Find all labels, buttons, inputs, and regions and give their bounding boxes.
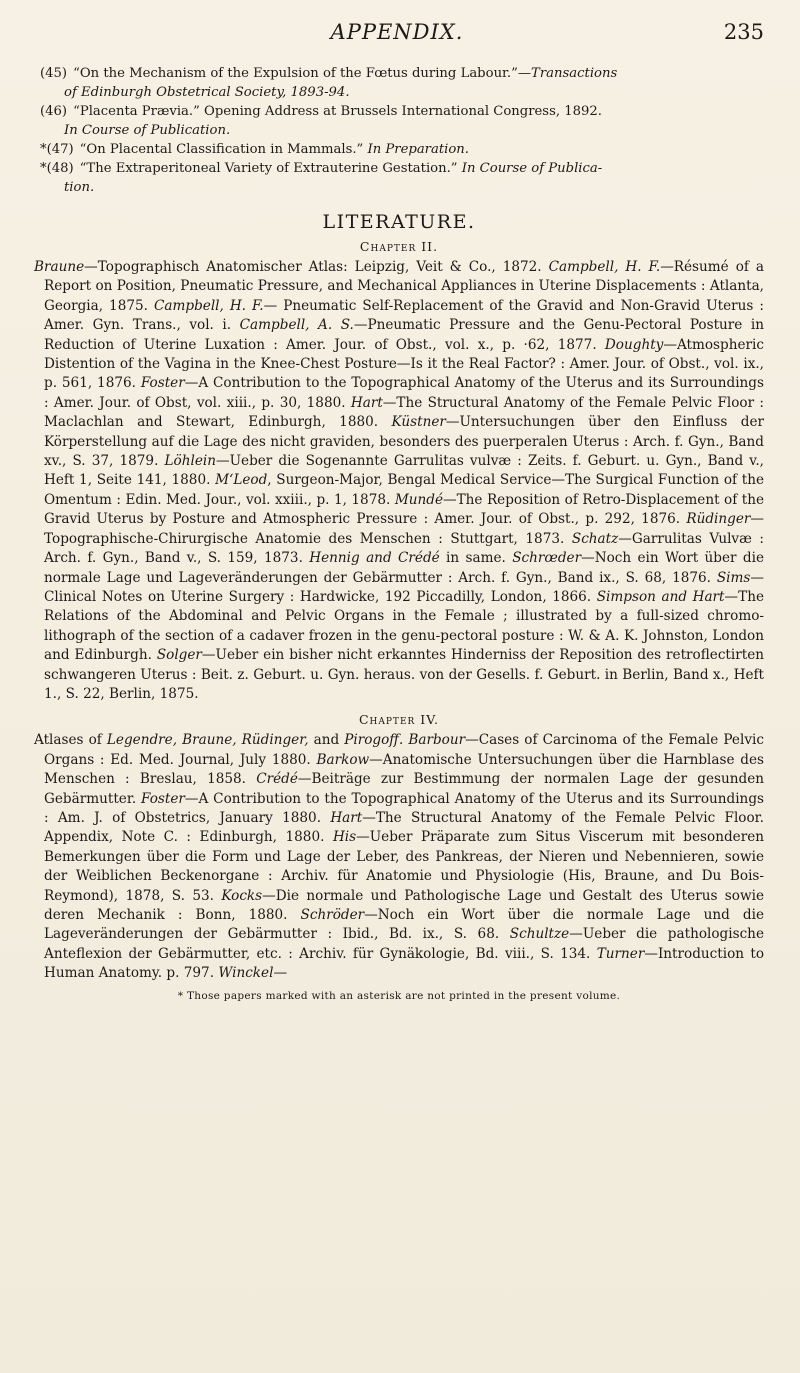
entry-author: Rüdinger	[686, 511, 751, 528]
entry-text: —The Structural Anatomy of the Female Pelvic Floor : Maclachlan and Stewart, Edinburgh, 1880.	[44, 394, 764, 431]
entry-author: Campbell, H. F.	[548, 259, 661, 275]
atlas-authors: Legendre, Braune, Rüdinger,	[106, 732, 309, 749]
entry-author: Braune	[34, 259, 85, 275]
entry-author: Küstner	[391, 414, 446, 431]
entry-text: — Pneumatic Self-Replacement of the Gravid and Non-Gravid Uterus : Amer. Gyn. Trans., vol. i.	[44, 297, 764, 334]
page-number: 235	[723, 20, 764, 44]
entry-text: —The Structural Anatomy of the Female Pelvic Floor. Appendix, Note C. : Edinburgh, 1880.	[44, 809, 764, 846]
entry-author: Simpson and Hart	[596, 588, 725, 605]
paper-status: In Preparation.	[367, 142, 469, 157]
entry-text: —	[273, 965, 288, 982]
paper-status: In Course of Publication.	[64, 123, 231, 138]
chapter-4-heading: Chapter IV.	[358, 712, 440, 728]
paper-title: “The Extraperitoneal Variety of Extrauterine Gestation.”	[79, 161, 458, 176]
entry-author: Foster	[141, 790, 185, 807]
paper-title: “On the Mechanism of the Expulsion of the Fœtus during Labour.”—	[73, 66, 532, 81]
entry-author: Kocks	[221, 887, 263, 904]
entry-text: —Topographisch Anatomischer Atlas: Leipzig, Veit & Co., 1872.	[84, 259, 542, 275]
entry-text: —The Relations of the Abdominal and Pelvic Organs in the Female ; illustrated by a full-sized chromo-lithograph of the section of a cadaver frozen in the genu-pectoral posture : W. & A. K. Johnston, London and Edinburgh.	[44, 588, 764, 664]
entry-text: —Introduction to Human Anatomy. p. 797.	[44, 945, 764, 982]
entry-text: —Beiträge zur Bestimmung der normalen Lage der gesunden Gebärmutter.	[44, 771, 764, 807]
entry-author: Löhlein	[164, 453, 216, 470]
paper-number: *(48)	[40, 161, 74, 176]
paper-list	[40, 64, 764, 197]
entry-author: Turner	[596, 945, 645, 962]
entry-text: —Noch ein Wort über die normale Lage und die Lageveränderungen der Gebärmutter : Ibid., Bd. ix., S. 68.	[44, 907, 764, 943]
paper-number: (46)	[40, 104, 68, 119]
entry-text: —Résumé of a Report on Position, Pneumatic Pressure, and Mechanical Appliances in Uterine Displacements : Atlanta, Georgia, 1875.	[44, 259, 764, 314]
running-head	[30, 20, 764, 54]
paper-source-cont: of Edinburgh Obstetrical Society, 1893-94.	[64, 85, 350, 100]
entry-author: Hart	[330, 809, 363, 826]
entry-text: —Ueber die Sogenannte Garrulitas vulvæ : Zeits. f. Geburt. u. Gyn., Band v., Heft 1, Seite 141, 1880.	[44, 453, 764, 489]
paper-entry-48	[40, 159, 764, 197]
paper-entry-47	[40, 140, 764, 159]
entry-text: —Cases of Carcinoma of the Female Pelvic Organs : Ed. Med. Journal, July 1880.	[44, 732, 764, 768]
entry-author: Mundé	[394, 491, 444, 508]
entry-text: , Surgeon-Major, Bengal Medical Service—The Surgical Function of the Omentum : Edin. Med. Jour., vol. xxiii., p. 1, 1878.	[44, 472, 765, 508]
running-title: APPENDIX.	[330, 20, 464, 44]
footnote: * Those papers marked with an asterisk are not printed in the present volume.	[177, 989, 621, 1002]
chapter-4-intro: Atlases of	[34, 732, 107, 749]
entry-author: Foster	[140, 375, 185, 392]
entry-text: —A Contribution to the Topographical Anatomy of the Uterus and its Surroundings : Amer. Jour. of Obst, vol. xiii., p. 30, 1880.	[44, 375, 764, 411]
paper-entry-46	[40, 102, 764, 140]
paper-entry-45	[40, 64, 764, 102]
entry-author: Barkow	[316, 751, 370, 768]
chapter-2-bibliography	[34, 258, 764, 704]
paper-number: (45)	[40, 66, 68, 81]
paper-source: Transactions	[531, 66, 618, 81]
entry-author: Campbell, A. S.	[239, 317, 354, 334]
entry-text: —Topographische-Chirurgische Anatomie des Menschen : Stuttgart, 1873.	[44, 511, 764, 547]
entry-author: Barbour	[408, 732, 466, 749]
entry-text: —Ueber ein bisher nicht erkanntes Hinderniss der Reposition des retroflectirten schwangeren Uterus : Beit. z. Geburt. u. Gyn. heraus. von der Gesells. f. Geburt. in Berlin, Band x., Heft 1., S. 22, Berlin, 1875.	[44, 647, 765, 702]
paper-status-cont: tion.	[64, 180, 95, 195]
atlas-author-last: Pirogoff.	[344, 732, 404, 749]
paper-title: “On Placental Classification in Mammals.”	[79, 142, 364, 157]
entry-text: —Garrulitas Vulvæ : Arch. f. Gyn., Band v., S. 159, 1873.	[44, 530, 765, 567]
entry-text: —Untersuchungen über den Einfluss der Körperstellung auf die Lage des nicht graviden, besonders des puerperalen Uterus : Arch. f. Gyn., Band xv., S. 37, 1879.	[44, 414, 764, 470]
paper-status: In Course of Publica-	[461, 161, 603, 176]
entry-text: —Ueber Präparate zum Situs Viscerum mit besonderen Bemerkungen über die Form und Lage der Leber, des Pankreas, der Nieren und Nebennieren, sowie der Weiblichen Beckenorgane : Archiv. für Anatomie und Physiologie (His, Braune, and Du Bois-Reymond), 1878, S. 53.	[44, 829, 764, 904]
entry-author: Schrœder	[512, 550, 582, 567]
entry-author: Winckel	[218, 965, 274, 982]
entry-author: Doughty	[604, 336, 664, 353]
paper-number: *(47)	[40, 142, 74, 157]
entry-author: Crédé	[256, 771, 298, 788]
entry-text: —Anatomische Untersuchungen über die Harnblase des Menschen : Breslau, 1858.	[44, 751, 764, 788]
entry-author: Hennig and Crédé	[309, 550, 440, 567]
entry-text: —Pneumatic Pressure and the Genu-Pectoral Posture in Reduction of Uterine Luxation : Amer. Jour. of Obst., vol. x., p. ·62, 1877.	[44, 317, 764, 353]
entry-text: in same.	[439, 550, 506, 567]
entry-author: Schatz	[571, 530, 619, 547]
entry-author: Campbell, H. F.	[153, 297, 264, 314]
entry-author: Schröder	[300, 907, 365, 923]
entry-author: Schultze	[509, 926, 570, 943]
atlas-authors-and: and	[308, 732, 345, 749]
entry-text: —Noch ein Wort über die normale Lage und Lageveränderungen der Gebärmutter : Arch. f. Gyn., Band ix., S. 68, 1876.	[44, 550, 764, 586]
entry-text: —Ueber die pathologische Anteflexion der Gebärmutter, etc. : Archiv. für Gynäkologie, Bd. viii., S. 134.	[44, 926, 764, 962]
entry-text: —The Reposition of Retro-Displacement of the Gravid Uterus by Posture and Atmospheric Pressure : Amer. Jour. of Obst., p. 292, 1876.	[44, 491, 764, 528]
chapter-2-heading: Chapter II.	[359, 239, 439, 254]
entry-author: Sims	[716, 569, 751, 586]
entry-author: Solger	[156, 647, 202, 664]
paper-title: “Placenta Prævia.” Opening Address at Brussels International Congress, 1892.	[73, 104, 602, 119]
chapter-4-bibliography	[34, 731, 764, 983]
entry-author: His	[332, 829, 357, 846]
entry-author: M‘Leod	[215, 472, 268, 489]
entry-text: —Die normale und Pathologische Lage und Gestalt des Uterus sowie deren Mechanik : Bonn, 1880.	[44, 887, 764, 923]
entry-text: —Atmospheric Distention of the Vagina in the Knee-Chest Posture—Is it the Real Factor? : Amer. Jour. of Obst., vol. ix., p. 561, 1876.	[44, 336, 764, 392]
entry-text: —A Contribution to the Topographical Anatomy of the Uterus and its Surroundings : Am. J. of Obstetrics, January 1880.	[44, 790, 764, 826]
literature-heading: LITERATURE.	[322, 211, 476, 233]
entry-author: Hart	[350, 394, 383, 411]
entry-text: —Clinical Notes on Uterine Surgery : Hardwicke, 192 Piccadilly, London, 1866.	[44, 569, 764, 605]
